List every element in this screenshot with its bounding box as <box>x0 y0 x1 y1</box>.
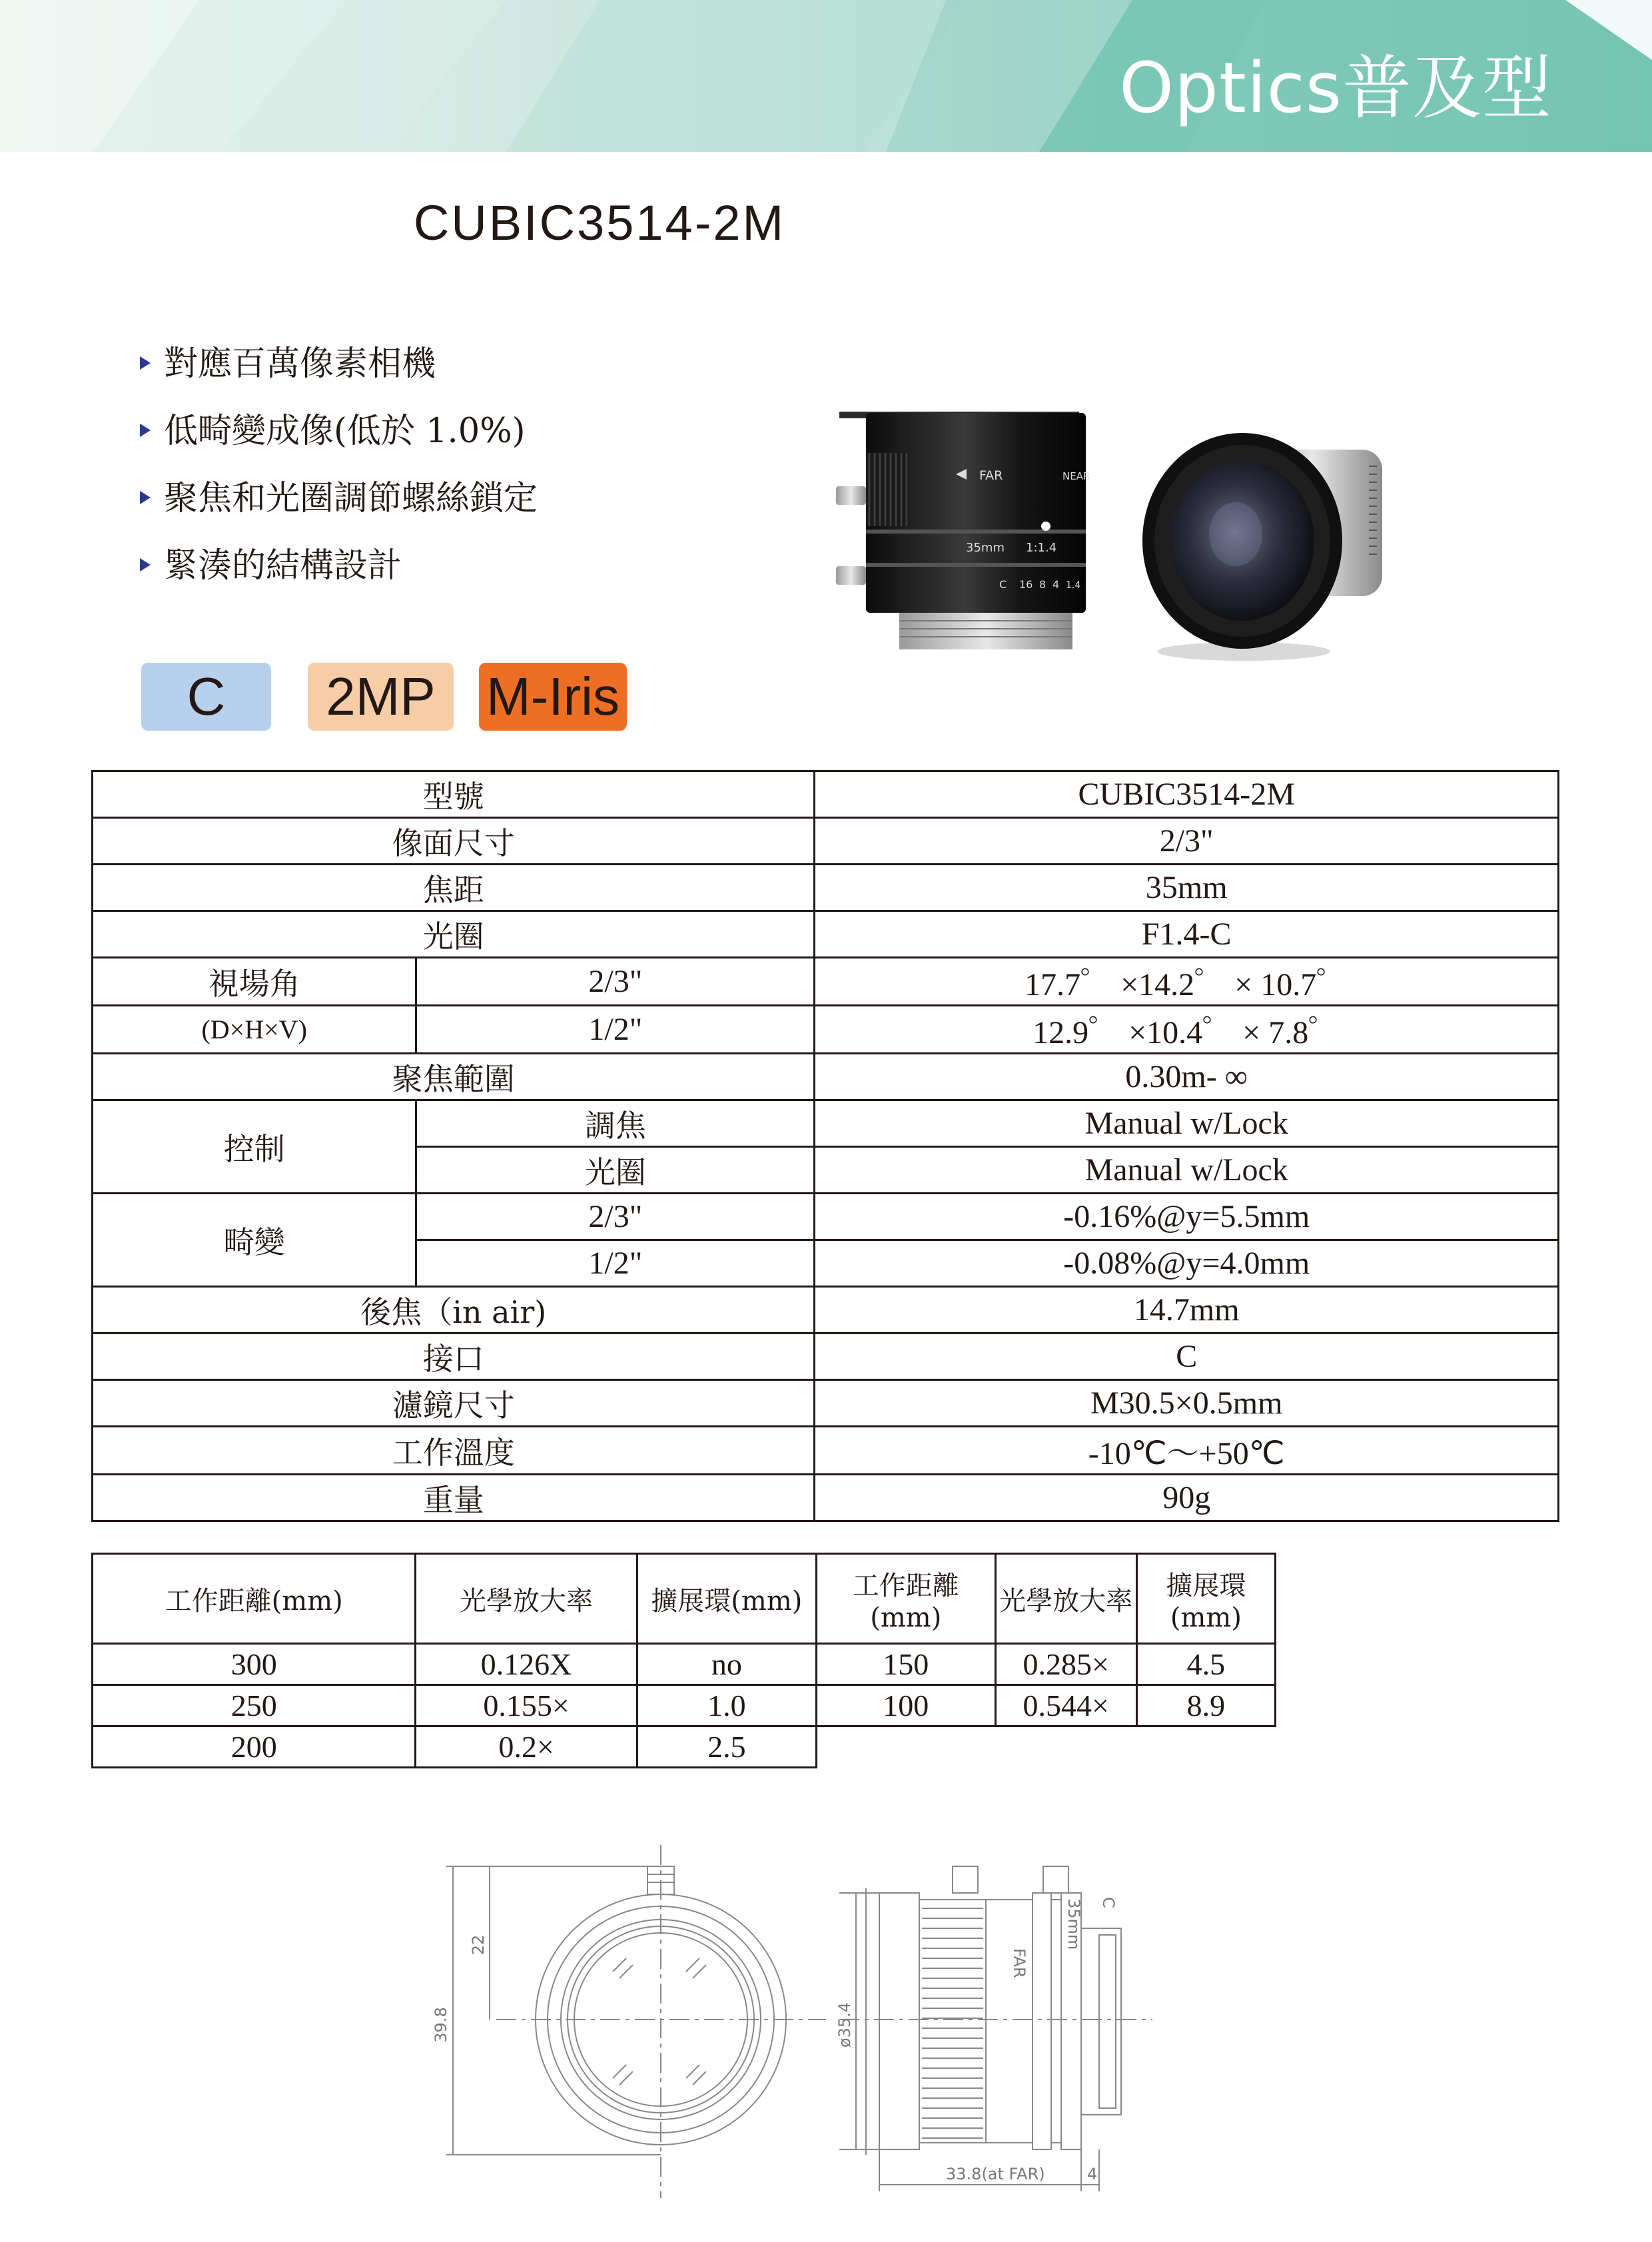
focus-range-label: 聚焦範圍 <box>93 1054 815 1100</box>
table-row <box>93 1685 817 1726</box>
table-row <box>93 1287 1559 1333</box>
drawing-far-mark: FAR <box>1010 1948 1029 1978</box>
feature-text: 低畸變成像(低於 1.0%) <box>164 411 526 451</box>
focal-mark: 35mm <box>966 541 1005 555</box>
feature-list <box>140 326 538 595</box>
column-header: 光學放大率 <box>995 1554 1136 1644</box>
dim-length: 33.8(at FAR) <box>946 2165 1045 2183</box>
table-row <box>817 1644 1276 1685</box>
list-item <box>140 528 538 595</box>
table-cell: 1.0 <box>637 1685 816 1726</box>
spec-table <box>91 770 1559 1522</box>
lens-product-photo <box>836 386 1402 666</box>
bullet-icon <box>140 356 151 370</box>
distortion-label: 畸變 <box>93 1194 416 1287</box>
bullet-icon <box>140 558 151 571</box>
table-cell: 0.544× <box>995 1685 1136 1726</box>
control-focus-label: 調焦 <box>416 1100 815 1147</box>
table-row <box>93 1333 1559 1380</box>
fov-23-size: 2/3" <box>416 958 815 1006</box>
mount-value: C <box>815 1333 1559 1380</box>
backfocus-value: 14.7mm <box>815 1287 1559 1333</box>
bullet-icon <box>140 424 151 437</box>
fov-12-value: 12.9゜ ×10.4゜ × 7.8゜ <box>815 1006 1559 1054</box>
bullet-icon <box>140 491 151 504</box>
control-focus-value: Manual w/Lock <box>815 1100 1559 1147</box>
model-value: CUBIC3514-2M <box>815 771 1559 818</box>
table-cell: 0.155× <box>416 1685 637 1726</box>
weight-label: 重量 <box>93 1475 815 1521</box>
filter-value: M30.5×0.5mm <box>815 1380 1559 1427</box>
mount-label: 接口 <box>93 1333 815 1380</box>
column-header: 擴展環(mm) <box>1136 1554 1275 1644</box>
dist-23-value: -0.16%@y=5.5mm <box>815 1194 1559 1240</box>
dimension-drawing <box>413 1825 1232 2198</box>
page-title: CUBIC3514-2M <box>413 195 786 250</box>
table-row <box>93 771 1559 818</box>
scale-c: C <box>999 578 1007 591</box>
table-cell: 0.285× <box>995 1644 1136 1685</box>
drawing-focal-mark: 35mm <box>1064 1898 1083 1950</box>
ratio-mark: 1:1.4 <box>1026 541 1057 555</box>
control-label: 控制 <box>93 1100 416 1194</box>
table-row <box>93 818 1559 865</box>
scale-4: 4 <box>1052 578 1060 591</box>
banner-title: Optics普及型 <box>1119 47 1552 129</box>
table-row <box>93 1726 817 1768</box>
control-iris-value: Manual w/Lock <box>815 1147 1559 1194</box>
scale-8: 8 <box>1039 578 1046 591</box>
table-row <box>93 1100 1559 1147</box>
table-row <box>93 1427 1559 1475</box>
dim-half: 22 <box>469 1934 488 1956</box>
focus-range-value: 0.30m- ∞ <box>815 1054 1559 1100</box>
fov-sub-label: (D×H×V) <box>93 1006 416 1054</box>
table-cell: 200 <box>93 1726 416 1768</box>
column-header: 擴展環(mm) <box>637 1554 816 1644</box>
table-row <box>93 1644 817 1685</box>
sensor-value: 2/3" <box>815 818 1559 865</box>
dist-23-size: 2/3" <box>416 1194 815 1240</box>
fov-23-value: 17.7゜ ×14.2゜ × 10.7゜ <box>815 958 1559 1006</box>
table-cell: 8.9 <box>1136 1685 1275 1726</box>
sensor-label: 像面尺寸 <box>93 818 815 865</box>
table-row <box>93 1194 1559 1240</box>
table-header-row <box>93 1554 817 1644</box>
focal-label: 焦距 <box>93 865 815 911</box>
column-header: 工作距離(mm) <box>817 1554 996 1644</box>
control-iris-label: 光圈 <box>416 1147 815 1194</box>
backfocus-label: 後焦（in air) <box>93 1287 815 1333</box>
mount-badge: C <box>141 663 271 731</box>
list-item <box>140 394 538 461</box>
weight-value: 90g <box>815 1475 1559 1521</box>
table-cell: 0.2× <box>416 1726 637 1768</box>
dist-12-value: -0.08%@y=4.0mm <box>815 1240 1559 1287</box>
table-row <box>93 958 1559 1006</box>
column-header: 光學放大率 <box>416 1554 637 1644</box>
aperture-value: F1.4-C <box>815 911 1559 958</box>
table-row <box>93 1054 1559 1100</box>
header-banner <box>0 0 1652 152</box>
aperture-label: 光圈 <box>93 911 815 958</box>
table-row <box>93 865 1559 911</box>
dist-12-size: 1/2" <box>416 1240 815 1287</box>
table-cell: 4.5 <box>1136 1644 1275 1685</box>
table-header-row <box>817 1554 1276 1644</box>
fov-12-size: 1/2" <box>416 1006 815 1054</box>
feature-text: 對應百萬像素相機 <box>164 344 436 384</box>
fov-label: 視場角 <box>93 958 416 1006</box>
badge-row <box>141 663 627 731</box>
table-row <box>93 1475 1559 1521</box>
table-cell: no <box>637 1644 816 1685</box>
table-row <box>93 911 1559 958</box>
table-row <box>817 1685 1276 1726</box>
feature-text: 聚焦和光圈調節螺絲鎖定 <box>164 478 538 518</box>
table-cell: 150 <box>817 1644 996 1685</box>
focal-value: 35mm <box>815 865 1559 911</box>
table-cell: 2.5 <box>637 1726 816 1768</box>
table-cell: 0.126X <box>416 1644 637 1685</box>
dim-diameter: ø35.4 <box>835 2002 854 2048</box>
resolution-badge: 2MP <box>308 663 454 731</box>
iris-badge: M-Iris <box>479 663 627 731</box>
table-cell: 250 <box>93 1685 416 1726</box>
dim-height: 39.8 <box>432 2007 450 2043</box>
filter-label: 濾鏡尺寸 <box>93 1380 815 1427</box>
table-cell: 100 <box>817 1685 996 1726</box>
list-item <box>140 461 538 528</box>
model-label: 型號 <box>93 771 815 818</box>
scale-14: 1.4 <box>1066 580 1081 591</box>
table-row <box>93 1006 1559 1054</box>
working-distance-table-left <box>91 1553 817 1768</box>
scale-16: 16 <box>1019 578 1033 591</box>
table-row <box>93 1380 1559 1427</box>
temp-value: -10℃～+50℃ <box>815 1427 1559 1475</box>
far-mark: FAR <box>979 468 1003 483</box>
temp-label: 工作溫度 <box>93 1427 815 1475</box>
list-item <box>140 326 538 394</box>
table-cell: 300 <box>93 1644 416 1685</box>
feature-text: 緊湊的結構設計 <box>164 546 402 585</box>
dim-flange: 4 <box>1087 2165 1098 2183</box>
near-mark: NEAR <box>1062 470 1090 482</box>
column-header: 工作距離(mm) <box>93 1554 416 1644</box>
drawing-c-mark: C <box>1099 1897 1118 1908</box>
working-distance-table-right <box>815 1553 1276 1727</box>
